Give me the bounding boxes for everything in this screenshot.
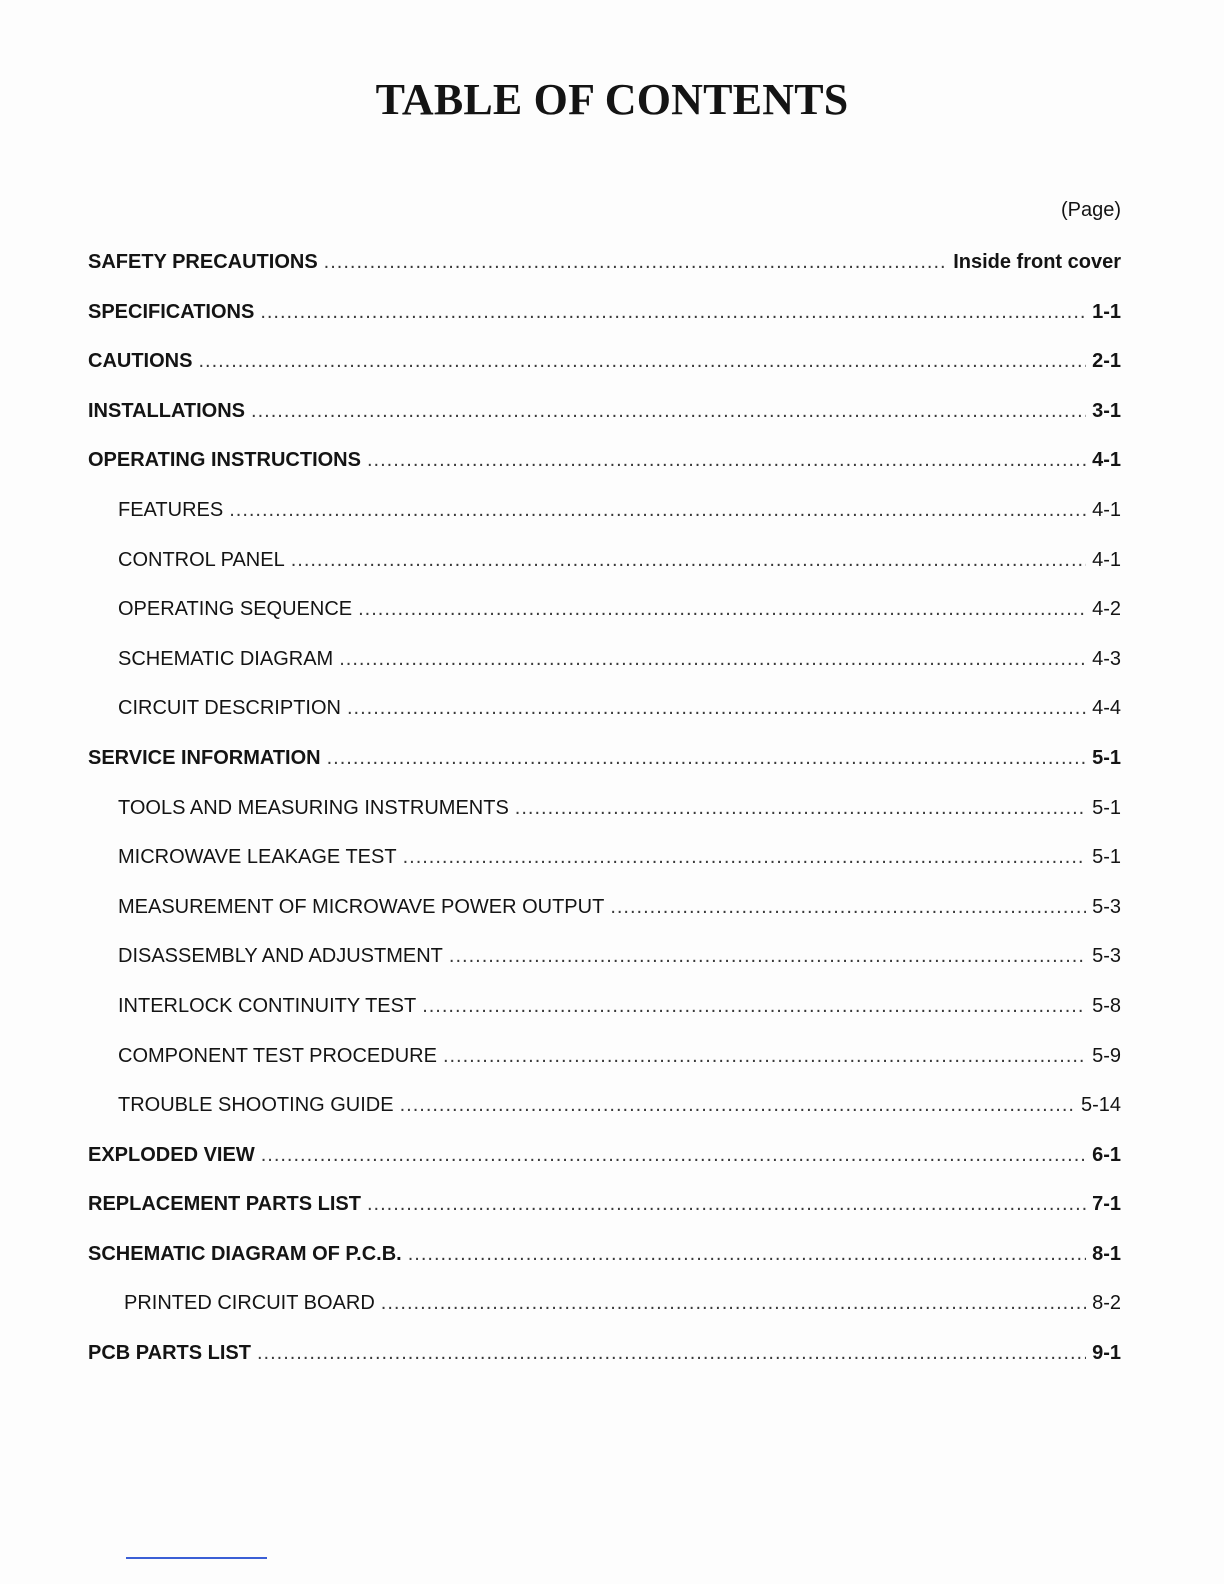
toc-entry-label: OPERATING SEQUENCE (118, 598, 353, 621)
toc-entry-label: OPERATING INSTRUCTIONS (88, 449, 361, 472)
dot-leader (408, 1230, 1086, 1280)
toc-entry-page: 9-1 (1092, 1342, 1121, 1365)
toc-entry-label: CAUTIONS (88, 350, 193, 373)
toc-entry-measurement-of-microwave-power-output[interactable] (88, 883, 1121, 933)
toc-entry-component-test-procedure[interactable] (88, 1032, 1121, 1082)
dot-leader (449, 932, 1086, 982)
toc-entry-page: 1-1 (1092, 300, 1121, 323)
toc-entry-label: PRINTED CIRCUIT BOARD (124, 1292, 375, 1315)
dot-leader (324, 238, 948, 288)
dot-leader (367, 1180, 1086, 1230)
toc-entry-label: DISASSEMBLY AND ADJUSTMENT (118, 945, 443, 968)
toc-entry-label: EXPLODED VIEW (88, 1143, 255, 1166)
toc-entry-label: INSTALLATIONS (88, 399, 246, 422)
toc-entry-page: 8-1 (1092, 1242, 1121, 1265)
toc-entry-disassembly-and-adjustment[interactable] (88, 932, 1121, 982)
toc-entry-label: CONTROL PANEL (118, 548, 285, 571)
toc-entry-page: 5-14 (1080, 1094, 1121, 1117)
dot-leader (251, 387, 1086, 437)
toc-entry-trouble-shooting-guide[interactable] (88, 1081, 1121, 1131)
toc-entry-features[interactable] (88, 486, 1121, 536)
toc-entry-operating-sequence[interactable] (88, 585, 1121, 635)
dot-leader (403, 833, 1087, 883)
toc-entry-schematic-diagram-of-pcb[interactable] (88, 1230, 1121, 1280)
dot-leader (515, 784, 1086, 834)
dot-leader (443, 1032, 1086, 1082)
toc-entry-printed-circuit-board[interactable] (88, 1279, 1121, 1329)
toc-entry-microwave-leakage-test[interactable] (88, 833, 1121, 883)
toc-entry-replacement-parts-list[interactable] (88, 1180, 1121, 1230)
dot-leader (260, 288, 1086, 338)
toc-entry-page: 5-1 (1092, 746, 1121, 769)
toc-list (88, 238, 1121, 1379)
toc-entry-label: CIRCUIT DESCRIPTION (118, 697, 341, 720)
toc-entry-exploded-view[interactable] (88, 1131, 1121, 1181)
toc-entry-label: PCB PARTS LIST (88, 1342, 251, 1365)
toc-entry-page: 4-2 (1092, 598, 1121, 621)
footer-divider (126, 1557, 267, 1559)
dot-leader (261, 1131, 1086, 1181)
toc-entry-page: 2-1 (1092, 350, 1121, 373)
dot-leader (381, 1279, 1086, 1329)
toc-entry-service-information[interactable] (88, 734, 1121, 784)
toc-entry-page: 4-1 (1092, 449, 1121, 472)
page-title: TABLE OF CONTENTS (375, 75, 849, 124)
toc-entry-page: 4-3 (1092, 647, 1121, 670)
toc-entry-page: 5-1 (1092, 846, 1121, 869)
toc-entry-page: 5-1 (1092, 796, 1121, 819)
toc-entry-schematic-diagram[interactable] (88, 635, 1121, 685)
toc-entry-label: REPLACEMENT PARTS LIST (88, 1193, 361, 1216)
dot-leader (358, 585, 1086, 635)
dot-leader (367, 436, 1086, 486)
toc-entry-label: SPECIFICATIONS (88, 300, 255, 323)
toc-entry-page: 5-9 (1092, 1044, 1121, 1067)
toc-entry-label: SCHEMATIC DIAGRAM (118, 647, 334, 670)
toc-entry-page: 4-4 (1092, 697, 1121, 720)
toc-entry-page: 8-2 (1092, 1292, 1121, 1315)
toc-entry-label: COMPONENT TEST PROCEDURE (118, 1044, 437, 1067)
toc-entry-specifications[interactable] (88, 288, 1121, 338)
toc-entry-page: 4-1 (1092, 498, 1121, 521)
toc-entry-label: FEATURES (118, 498, 224, 521)
toc-entry-label: MEASUREMENT OF MICROWAVE POWER OUTPUT (118, 895, 605, 918)
dot-leader (198, 337, 1086, 387)
dot-leader (229, 486, 1086, 536)
dot-leader (339, 635, 1086, 685)
toc-entry-safety-precautions[interactable] (88, 238, 1121, 288)
toc-entry-label: TROUBLE SHOOTING GUIDE (118, 1094, 394, 1117)
toc-entry-pcb-parts-list[interactable] (88, 1329, 1121, 1379)
toc-entry-circuit-description[interactable] (88, 684, 1121, 734)
toc-entry-label: SAFETY PRECAUTIONS (88, 251, 318, 273)
dot-leader (422, 982, 1086, 1032)
toc-entry-page: 4-1 (1092, 548, 1121, 571)
toc-entry-control-panel[interactable] (88, 536, 1121, 586)
toc-entry-label: SCHEMATIC DIAGRAM OF P.C.B. (88, 1242, 402, 1265)
dot-leader (327, 734, 1086, 784)
toc-entry-label: SERVICE INFORMATION (88, 746, 321, 769)
toc-entry-operating-instructions[interactable] (88, 436, 1121, 486)
toc-entry-label: MICROWAVE LEAKAGE TEST (118, 846, 397, 869)
toc-entry-label: INTERLOCK CONTINUITY TEST (118, 994, 417, 1017)
dot-leader (347, 684, 1086, 734)
toc-entry-interlock-continuity-test[interactable] (88, 982, 1121, 1032)
toc-entry-page: 5-8 (1092, 994, 1121, 1017)
toc-entry-cautions[interactable] (88, 337, 1121, 387)
toc-entry-page: 5-3 (1092, 945, 1121, 968)
page-column-header: (Page) (1060, 199, 1121, 221)
dot-leader (610, 883, 1086, 933)
toc-entry-page: 6-1 (1092, 1143, 1121, 1166)
toc-entry-page: 3-1 (1092, 399, 1121, 422)
toc-entry-page: 5-3 (1092, 895, 1121, 918)
toc-entry-page: Inside front cover (953, 251, 1121, 273)
dot-leader (257, 1329, 1086, 1379)
toc-entry-tools-and-measuring-instruments[interactable] (88, 784, 1121, 834)
toc-entry-installations[interactable] (88, 387, 1121, 437)
dot-leader (291, 536, 1086, 586)
toc-entry-label: TOOLS AND MEASURING INSTRUMENTS (118, 796, 509, 819)
toc-entry-page: 7-1 (1092, 1193, 1121, 1216)
dot-leader (400, 1081, 1075, 1131)
